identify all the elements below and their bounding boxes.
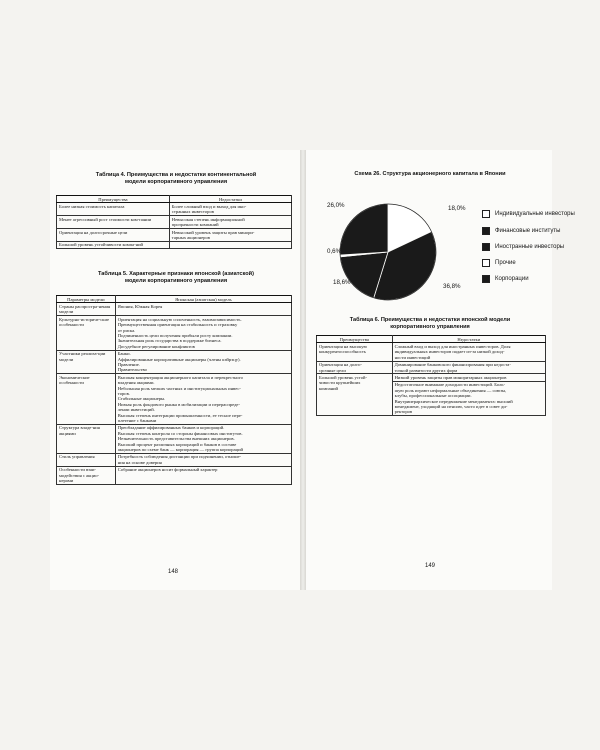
table4-header-dis: Недостатки [169,196,291,203]
table-row: Экономические особенности Высокая концентрация акционерного капитала и перекрестного владения акциями. Небольшая роль мелких частных и институциональных инвес- торов. Стабильные акционеры. Низкая роль фондового рынка в мобилизации и перераспреде- лении инвестиций. Высокая степень интеграции промышленности, ее тесное пере- плетение с банками [57,374,292,425]
legend-swatch [482,243,490,251]
legend-swatch [482,210,490,218]
table-row: Большой уровень устой- чивости крупнейших компаний Низкий уровень защиты прав миноритарных акционеров Недостаточное внимание доходности инвестиций. Боль- шую роль играют неформальные объединения — союзы, клубы, профессиональные ассоциации. Внутрииерархическое передвижение менеджмента: высший менеджмент, уходящий на пенсию, часто идет в совет ди- ректоров [317,374,546,416]
table6-title: Таблица 6. Преимущества и недостатки японской модели корпоративного управления [349,317,511,330]
page-number-left: 148 [168,569,179,575]
slice-label: 18,6% [333,279,351,286]
slice-label: 0,6% [327,248,342,255]
legend-item: Прочие [482,259,516,267]
table-row: Страны распростра-нения модели Япония, Южная Корея [57,303,292,316]
table4 [56,195,292,249]
table-row: Более низкая стоимость капитала Более сложный вход и выход для ино- странных инвесторов [57,203,292,216]
table-row: Стиль управления Потребность соблюдения дистанции при подчинении, отноше- ния на основе доверия [57,453,292,466]
table4-header-adv: Преимущества [57,196,170,203]
table6-header-dis: Недостатки [392,336,545,343]
table5-header-model: Японская (азиатская) модель [115,296,291,303]
pie-slice-4 [340,204,388,255]
table5-header-param: Параметры модели [57,296,116,303]
table-row: Особенности взаи-модействия с акцио-нерами Собрание акционеров носит формальный характер [57,466,292,484]
legend-item: Корпорации [482,275,529,283]
slice-label: 18,0% [448,205,466,212]
table5 [56,295,292,485]
table5-title: Таблица 5. Характерные признаки японской (азиатской) модели корпоративного управления [98,271,254,284]
legend-item: Индивидуальные инвесторы [482,210,575,218]
legend-item: Финансовые институты [482,227,560,235]
table-row: Ориентация на высокую конкурентоспособность Сложный вход и выход для иностранных инвесторов. Доля индивидуальных инвесторов падает из-за низкой доход- ности инвестиций [317,343,546,361]
table-row: Участники реализа-ции модели Банки. Аффилированные корпоративные акционеры (члены кэйрэцу). Правление. Правительство [57,350,292,374]
table-row: Менее агрессивный рост стоимости ком-пании Невысокая степень информационной прозрачности компаний [57,216,292,229]
legend-swatch [482,259,490,267]
table6 [316,335,546,416]
table4-title: Таблица 4. Преимущества и недостатки континентальной модели корпоративного управления [95,172,257,185]
legend-item: Иностранные инвесторы [482,243,564,251]
table-row: Ориентация на долгосрочные цели Невысокий уровень защиты прав минори- тарных акционеров [57,229,292,242]
page-number-right: 149 [425,563,436,569]
slice-label: 26,0% [327,202,345,209]
slice-label: 36,8% [443,283,461,290]
legend-swatch [482,227,490,235]
table6-header-adv: Преимущества [317,336,393,343]
table-row: Структура владе-ния акциями Преобладание аффилированных банков и корпораций. Высокая степень контроля со стороны финансовых институтов. Незначительность представительства внешних акционеров. Высокий процент различных корпораций и банков в составе акционеров по схеме банк — корпорация — группа корпораций [57,424,292,453]
table-row: Культурно-историче-ские особенности Ориентация на социальную сплоченность, взаимозависимость. Преимущественная ориентация на стабильность и страховку от риска. Подчиненность цели получения прибыли росту компании. Значительная роль государства в поддержке бизнеса. Досудебное регулирование конфликтов [57,316,292,350]
chart-title: Схема 26. Структура акционерного капитала в Японии [354,171,506,177]
legend-swatch [482,275,490,283]
table-row: Ориентация на долго- срочные цели Доминирование банковского финансирования при недоста- точной развитости других форм [317,361,546,374]
table-row: Большой уровень устойчивости компа-ний [57,241,292,248]
